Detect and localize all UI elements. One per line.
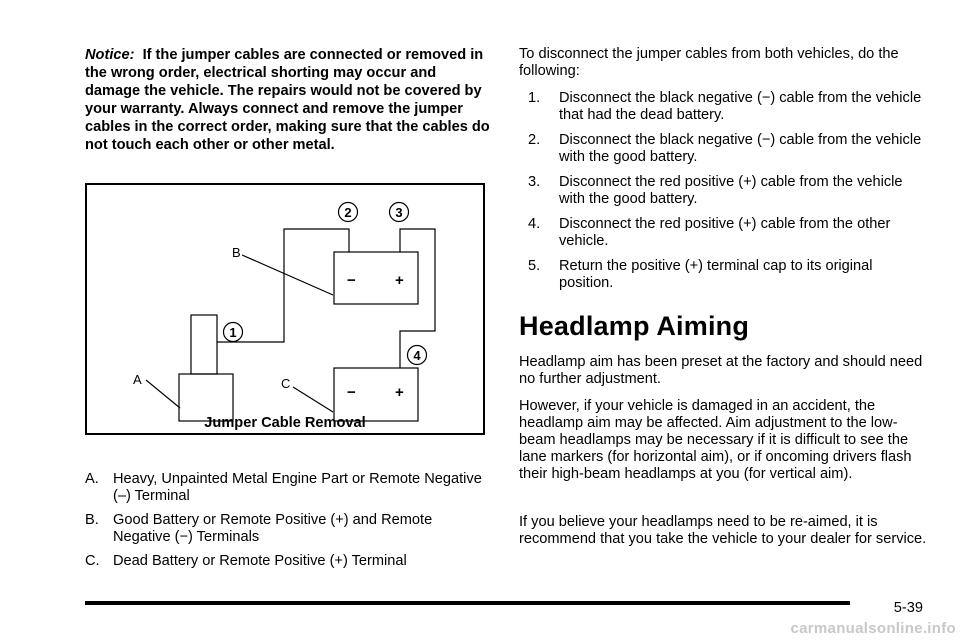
notice-label: Notice: bbox=[85, 47, 135, 63]
legend-letter: B. bbox=[85, 512, 99, 528]
good-battery-positive-sign: + bbox=[395, 272, 404, 289]
section-heading: Headlamp Aiming bbox=[519, 311, 750, 341]
step-text: Disconnect the red positive (+) cable from the vehicle with the good battery. bbox=[559, 174, 903, 207]
figure-caption: Jumper Cable Removal bbox=[204, 415, 366, 431]
legend-item bbox=[85, 471, 490, 505]
step-item bbox=[528, 216, 927, 250]
step-item bbox=[528, 132, 927, 166]
footer-rule bbox=[85, 601, 850, 605]
step-text: Return the positive (+) terminal cap to its original position. bbox=[559, 258, 873, 291]
step-number: 4. bbox=[528, 216, 541, 232]
step-number: 3. bbox=[528, 174, 541, 190]
headlamp-paragraph-2: However, if your vehicle is damaged in an accident, the headlamp aim may be affected. Aim adjustment to the low-beam headlamps may be necessary if it is difficult to see the lane markers (for horizontal aim), or if oncoming drivers flash their high-beam headlamps at you (for vertical aim). bbox=[519, 398, 912, 482]
notice-text: If the jumper cables are connected or removed in the wrong order, electrical shorting may occur and damage the vehicle. The repairs would not be covered by your warranty. Always connect and remove the jumper cables in the correct order, making sure that the cables do not touch each other or other metal. bbox=[85, 47, 490, 153]
legend-text: Heavy, Unpainted Metal Engine Part or Remote Negative (–) Terminal bbox=[113, 471, 482, 504]
step-item bbox=[528, 90, 927, 124]
step-text: Disconnect the black negative (−) cable from the vehicle with the good battery. bbox=[559, 132, 922, 165]
legend-item bbox=[85, 512, 490, 546]
legend-text: Good Battery or Remote Positive (+) and Remote Negative (−) Terminals bbox=[113, 512, 433, 545]
step-number: 1. bbox=[528, 90, 541, 106]
leader-c bbox=[293, 387, 333, 412]
callout-4 bbox=[408, 346, 427, 365]
page-number: 5-39 bbox=[893, 600, 923, 616]
disconnect-intro: To disconnect the jumper cables from both vehicles, do the following: bbox=[519, 46, 899, 79]
leader-b bbox=[242, 255, 333, 295]
legend-letter: C. bbox=[85, 553, 100, 569]
step-text: Disconnect the red positive (+) cable from the other vehicle. bbox=[559, 216, 891, 249]
callout-2 bbox=[339, 203, 358, 222]
disconnect-steps bbox=[519, 90, 927, 300]
dead-battery-negative-sign: − bbox=[347, 384, 356, 401]
step-item bbox=[528, 258, 927, 292]
svg-text:4: 4 bbox=[413, 348, 421, 363]
headlamp-paragraph-3: If you believe your headlamps need to be re-aimed, it is recommend that you take the vehicle to your dealer for service. bbox=[519, 514, 927, 547]
leader-a bbox=[146, 380, 180, 408]
ground-post bbox=[191, 315, 217, 374]
jumper-cable-diagram bbox=[85, 183, 485, 435]
callout-1 bbox=[224, 323, 243, 342]
dead-battery-positive-sign: + bbox=[395, 384, 404, 401]
svg-text:3: 3 bbox=[395, 205, 403, 220]
step-number: 2. bbox=[528, 132, 541, 148]
headlamp-paragraph-1: Headlamp aim has been preset at the factory and should need no further adjustment. bbox=[519, 354, 923, 387]
svg-text:1: 1 bbox=[229, 325, 237, 340]
notice-paragraph bbox=[85, 46, 490, 154]
step-number: 5. bbox=[528, 258, 541, 274]
step-text: Disconnect the black negative (−) cable from the vehicle that had the dead battery. bbox=[559, 90, 922, 123]
engine-ground-block bbox=[179, 374, 233, 421]
good-battery-negative-sign: − bbox=[347, 272, 356, 289]
svg-text:2: 2 bbox=[344, 205, 352, 220]
step-item bbox=[528, 174, 927, 208]
label-a: A bbox=[133, 372, 142, 387]
label-b: B bbox=[232, 245, 241, 260]
legend-item bbox=[85, 553, 490, 570]
label-c: C bbox=[281, 376, 291, 391]
legend-text: Dead Battery or Remote Positive (+) Terminal bbox=[113, 553, 407, 569]
callout-3 bbox=[390, 203, 409, 222]
figure-legend bbox=[85, 471, 490, 577]
diagram-svg bbox=[87, 185, 483, 433]
legend-letter: A. bbox=[85, 471, 99, 487]
watermark: carmanualsonline.info bbox=[790, 620, 956, 637]
